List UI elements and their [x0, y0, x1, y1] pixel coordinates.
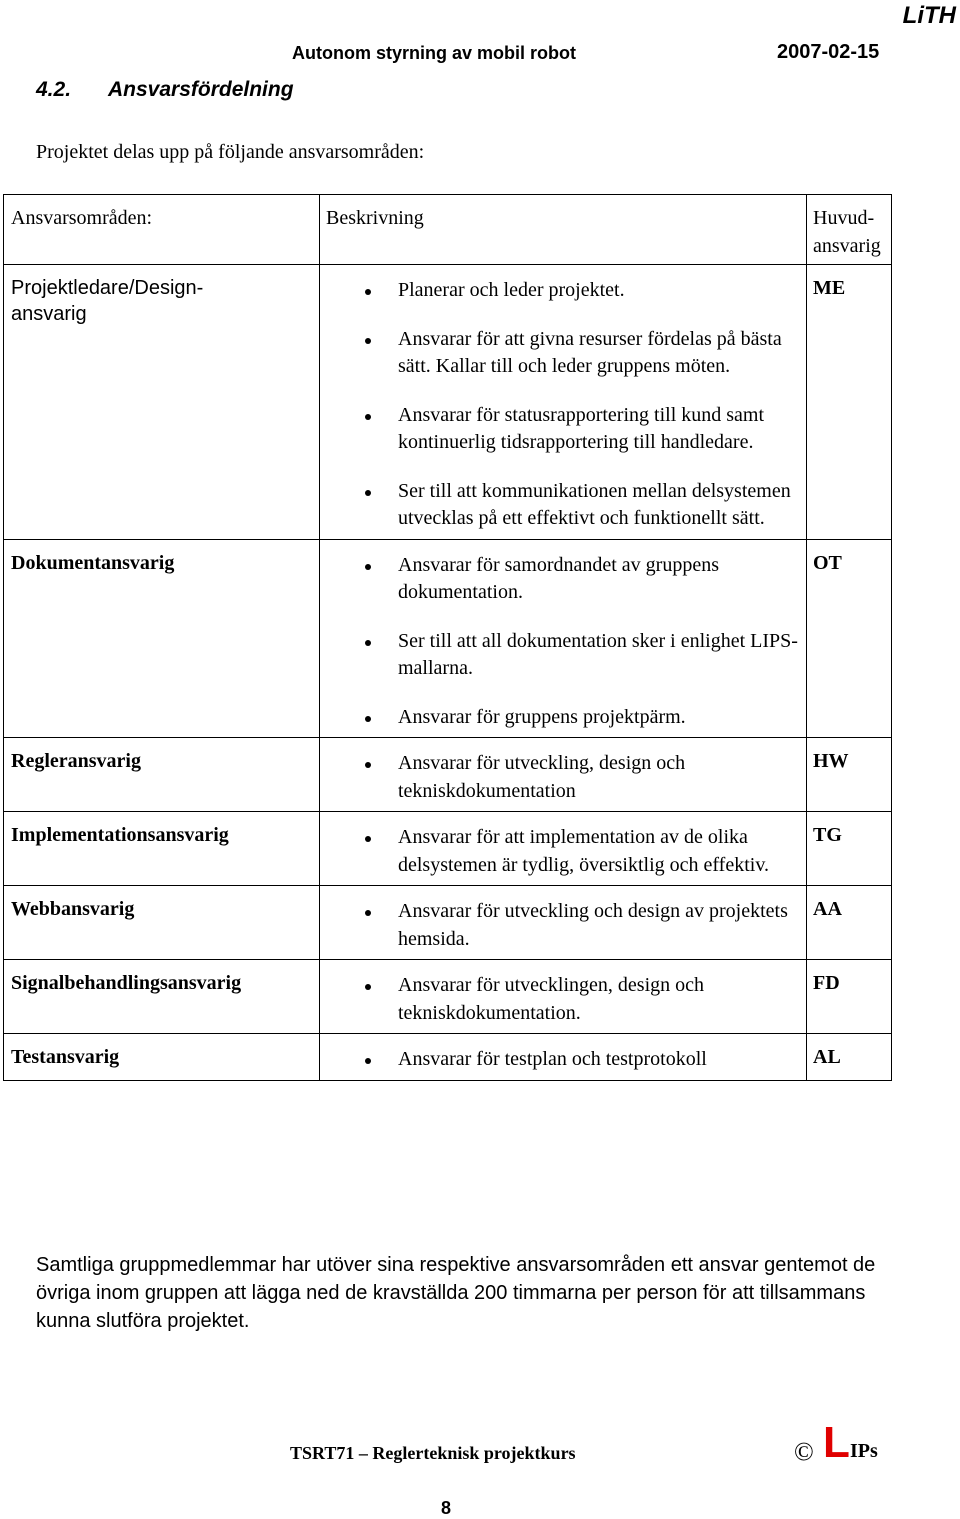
section-heading: [36, 78, 294, 102]
list-item: [320, 628, 802, 683]
description-cell: [320, 1034, 807, 1081]
document-date: 2007-02-15: [777, 41, 880, 63]
table-row: [4, 886, 892, 960]
list-item: [320, 277, 802, 305]
footer-course: TSRT71 – Reglerteknisk projektkurs: [290, 1443, 576, 1463]
area-label: Dokumentansvarig: [11, 551, 175, 574]
bullet-text: Ser till att kommunikationen mellan delsystemen utvecklas på ett effektivt och funktionellt sätt.: [398, 479, 791, 529]
table-row: [4, 265, 892, 540]
list-item: [320, 326, 802, 381]
description-list: [320, 750, 802, 805]
responsibility-area: [4, 539, 320, 738]
area-label: Regleransvarig: [11, 750, 141, 772]
lead-initials: OT: [807, 539, 892, 738]
table-row: [4, 1034, 892, 1081]
list-item: [320, 552, 802, 607]
bullet-icon: [365, 640, 371, 646]
area-label: Testansvarig: [11, 1046, 120, 1068]
lead-initials: FD: [807, 960, 892, 1034]
list-item: [320, 478, 802, 533]
lips-logo: [794, 1418, 904, 1467]
description-cell: [320, 738, 807, 812]
intro-paragraph: Projektet delas upp på följande ansvarsområden:: [36, 141, 425, 163]
description-list: [320, 1046, 802, 1074]
area-label: Projektledare/Design-ansvarig: [11, 277, 204, 325]
bullet-text: Ansvarar för samordnandet av gruppens dokumentation.: [398, 553, 720, 603]
responsibility-area: [4, 265, 320, 540]
table-row: [4, 539, 892, 738]
bullet-icon: [365, 910, 371, 916]
bullet-icon: [365, 564, 371, 570]
lead-initials: TG: [807, 812, 892, 886]
table-row: [4, 812, 892, 886]
list-item: [320, 1046, 802, 1074]
org-logo-text: LiTH: [902, 2, 956, 29]
table-row: [4, 738, 892, 812]
lips-logo-l: L: [823, 1418, 850, 1467]
list-item: [320, 750, 802, 805]
description-list: [320, 552, 802, 732]
bullet-icon: [365, 836, 371, 842]
lips-logo-text: IPs: [850, 1440, 878, 1462]
table-header-row: [4, 195, 892, 265]
header-description: Beskrivning: [320, 195, 807, 265]
description-list: [320, 898, 802, 953]
header-lead-line1: Huvud-: [813, 207, 875, 229]
lead-initials: AL: [807, 1034, 892, 1081]
list-item: [320, 972, 802, 1027]
area-label: Webbansvarig: [11, 898, 135, 920]
bullet-text: Ansvarar för utveckling, design och tekniskdokumentation: [398, 752, 686, 802]
description-cell: [320, 886, 807, 960]
description-cell: [320, 812, 807, 886]
bullet-text: Ansvarar för utveckling och design av projektets hemsida.: [398, 900, 788, 950]
table-row: [4, 960, 892, 1034]
area-label: Signalbehandlingsansvarig: [11, 972, 242, 994]
page-number: 8: [441, 1498, 452, 1518]
responsibility-table: [3, 194, 892, 1081]
lead-initials: AA: [807, 886, 892, 960]
description-list: [320, 972, 802, 1027]
area-label: Implementationsansvarig: [11, 824, 229, 846]
responsibility-area: [4, 812, 320, 886]
bullet-text: Ansvarar för att implementation av de olika delsystemen är tydlig, översiktlig och effektiv.: [398, 826, 770, 876]
bullet-text: Ansvarar för utvecklingen, design och tekniskdokumentation.: [398, 974, 705, 1024]
description-list: [320, 277, 802, 533]
description-cell: [320, 960, 807, 1034]
bullet-icon: [365, 289, 371, 295]
header-area: Ansvarsområden:: [4, 195, 320, 265]
bullet-text: Ansvarar för testplan och testprotokoll: [398, 1048, 707, 1070]
section-title: Ansvarsfördelning: [108, 78, 294, 101]
bullet-icon: [365, 414, 371, 420]
lead-initials: ME: [807, 265, 892, 540]
section-number: 4.2.: [36, 78, 72, 101]
responsibility-area: [4, 738, 320, 812]
bullet-text: Ser till att all dokumentation sker i enlighet LIPS-mallarna.: [398, 629, 798, 679]
bullet-text: Ansvarar för gruppens projektpärm.: [398, 705, 686, 728]
description-list: [320, 824, 802, 879]
responsibility-area: [4, 960, 320, 1034]
description-cell: [320, 539, 807, 738]
bullet-text: Planerar och leder projektet.: [398, 279, 625, 301]
bullet-icon: [365, 762, 371, 768]
bullet-icon: [365, 984, 371, 990]
copyright-icon: ©: [794, 1437, 814, 1466]
bullet-icon: [365, 716, 371, 722]
responsibility-area: [4, 886, 320, 960]
bullet-icon: [365, 338, 371, 344]
list-item: [320, 824, 802, 879]
header-lead-line2: ansvarig: [813, 234, 881, 257]
list-item: [320, 402, 802, 457]
closing-paragraph: Samtliga gruppmedlemmar har utöver sina respektive ansvarsområden ett ansvar gentemot de övriga inom gruppen att lägga ned de kravställda 200 timmarna per person för att tillsammans kunna slutföra projektet.: [36, 1254, 876, 1332]
document-title: Autonom styrning av mobil robot: [292, 43, 576, 63]
responsibility-area: [4, 1034, 320, 1081]
bullet-text: Ansvarar för att givna resurser fördelas på bästa sätt. Kallar till och leder gruppens möten.: [398, 327, 782, 377]
bullet-text: Ansvarar för statusrapportering till kund samt kontinuerlig tidsrapportering till handledare.: [398, 403, 765, 453]
header-lead: [807, 195, 892, 265]
bullet-icon: [365, 1058, 371, 1064]
bullet-icon: [365, 490, 371, 496]
list-item: [320, 704, 802, 732]
list-item: [320, 898, 802, 953]
lead-initials: HW: [807, 738, 892, 812]
description-cell: [320, 265, 807, 540]
